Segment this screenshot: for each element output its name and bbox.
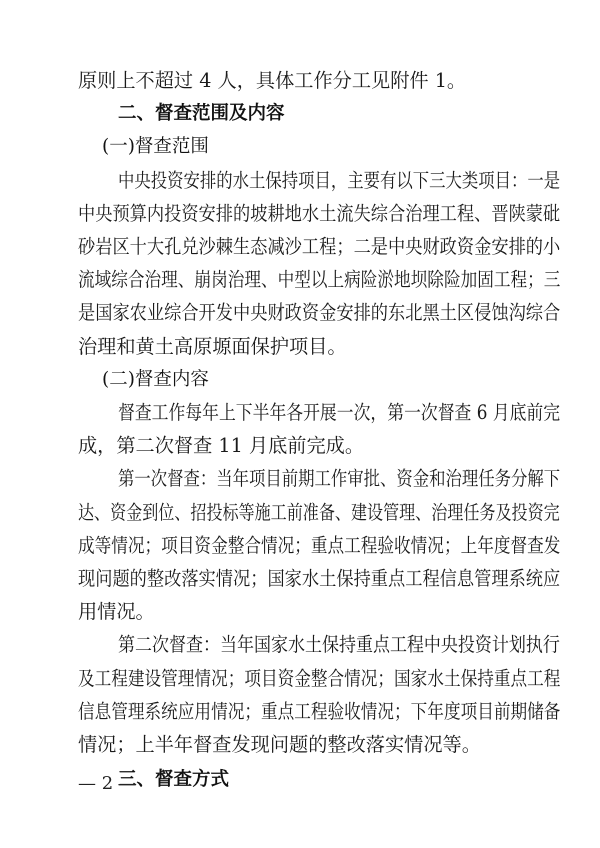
text-line: 用情况。	[78, 600, 155, 624]
text-line: 及工程建设管理情况；项目资金整合情况；国家水土保持重点工程	[78, 666, 561, 690]
text-line: 督查工作每年上下半年各开展一次，第一次督查 6 月底前完	[118, 401, 561, 424]
page-number: — 2 —	[78, 773, 137, 794]
text-line: 第一次督查：当年项目前期工作审批、资金和治理任务分解下	[118, 467, 561, 491]
text-line: 成，第二次督查 11 月底前完成。	[78, 434, 365, 458]
text-line: 中央投资安排的水土保持项目，主要有以下三大类项目：一是	[118, 168, 561, 192]
text-line: 成等情况；项目资金整合情况；重点工程验收情况；上年度督查发	[78, 533, 561, 557]
text-line: 原则上不超过 4 人，具体工作分工见附件 1。	[78, 69, 467, 92]
text-line: 第二次督查：当年国家水土保持重点工程中央投资计划执行	[118, 633, 560, 657]
text-line: 中央预算内投资安排的坡耕地水土流失综合治理工程、晋陕蒙砒	[78, 201, 561, 225]
text-line: 信息管理系统应用情况；重点工程验收情况；下年度项目前期储备	[78, 699, 561, 723]
text-line: 是国家农业综合开发中央财政资金安排的东北黑土区侵蚀沟综合	[78, 301, 561, 325]
section-heading: 二、督查范围及内容	[118, 103, 285, 125]
text-line: 现问题的整改落实情况；国家水土保持重点工程信息管理系统应	[78, 567, 561, 590]
text-line: 治理和黄土高原塬面保护项目。	[78, 334, 347, 358]
section-heading: 三、督查方式	[118, 769, 230, 791]
subsection-heading: (二)督查内容	[102, 368, 209, 390]
text-line: 流域综合治理、崩岗治理、中型以上病险淤地坝除险加固工程；三	[78, 268, 561, 292]
text-line: 达、资金到位、招投标等施工前准备、建设管理、治理任务及投资完	[78, 500, 560, 524]
text-line: 砂岩区十大孔兑沙棘生态减沙工程；二是中央财政资金安排的小	[78, 235, 561, 258]
text-line: 情况；上半年督查发现问题的整改落实情况等。	[78, 733, 481, 756]
subsection-heading: (一)督查范围	[102, 136, 209, 158]
